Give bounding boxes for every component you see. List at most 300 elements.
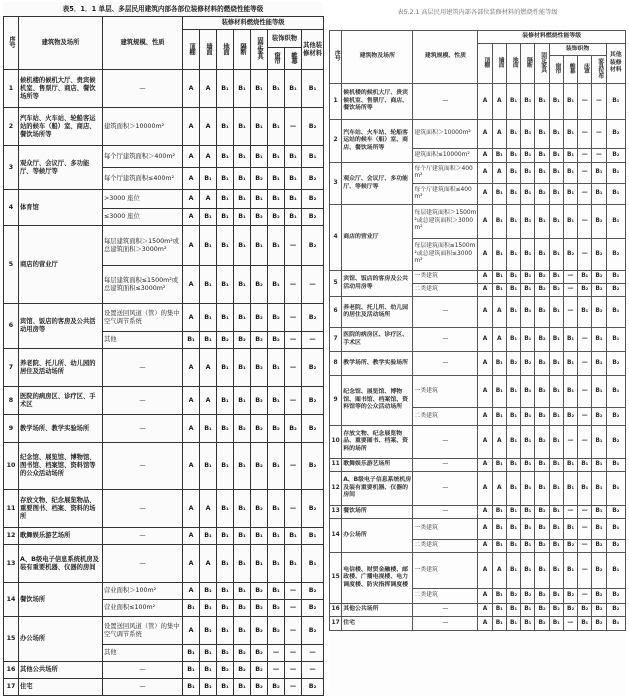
row-place: 住宅 <box>342 617 413 631</box>
rating-cell: B₂ <box>234 662 251 679</box>
rating-cell: B₂ <box>251 443 268 490</box>
right-table <box>329 30 626 631</box>
rating-cell: B₁ <box>606 553 625 589</box>
rating-cell: B₁ <box>200 209 217 226</box>
row-spec: 二类建筑 <box>413 408 478 426</box>
row-spec: 建筑面积≤10000m² <box>413 149 478 163</box>
left-header-place: 建筑物及场所 <box>19 17 103 70</box>
rating-cell: B₁ <box>234 209 251 226</box>
left-header-fabric-col: 窗帘 <box>268 48 285 70</box>
row-place: 其他公共场所 <box>342 604 413 617</box>
rating-cell: B₁ <box>268 266 285 304</box>
table-row <box>330 553 626 589</box>
row-number: 7 <box>4 349 19 387</box>
rating-cell: B₁ <box>592 472 606 506</box>
rating-cell: A <box>478 506 492 519</box>
rating-cell: — <box>285 617 302 645</box>
rating-cell: B₂ <box>535 184 549 205</box>
rating-cell: B₁ <box>492 376 506 408</box>
row-number: 9 <box>330 376 342 426</box>
rating-cell: B₂ <box>535 506 549 519</box>
rating-cell: B₁ <box>234 617 251 645</box>
rating-cell: A <box>478 408 492 426</box>
rating-cell: B₂ <box>549 284 563 297</box>
rating-cell: B₁ <box>492 459 506 472</box>
rating-cell: B₁ <box>285 209 302 226</box>
row-spec: — <box>413 506 478 519</box>
table-row <box>330 459 626 472</box>
left-header-col: 墙面 <box>200 30 217 70</box>
rating-cell: B₁ <box>217 349 234 387</box>
rating-cell: B₁ <box>506 617 520 631</box>
rating-cell: B₁ <box>234 545 251 583</box>
rating-cell: — <box>578 205 592 239</box>
rating-cell: A <box>478 459 492 472</box>
row-spec: 二类建筑 <box>413 540 478 553</box>
left-header-no: 序号 <box>4 17 19 70</box>
rating-cell: B₂ <box>302 168 324 190</box>
rating-cell: B₁ <box>521 271 535 284</box>
table-row <box>330 376 626 408</box>
rating-cell: B₁ <box>268 443 285 490</box>
rating-cell: B₁ <box>217 387 234 415</box>
rating-cell: B₁ <box>506 84 520 120</box>
rating-cell: B₁ <box>200 662 217 679</box>
rating-cell: — <box>302 662 324 679</box>
rating-cell: B₁ <box>285 190 302 209</box>
row-spec: ≤3000 座位 <box>103 209 183 226</box>
rating-cell: B₁ <box>285 528 302 545</box>
rating-cell: B₁ <box>217 490 234 528</box>
rating-cell: — <box>285 349 302 387</box>
rating-cell: B₂ <box>535 328 549 352</box>
table-row <box>330 297 626 328</box>
rating-cell: B₁ <box>234 226 251 266</box>
rating-cell: A <box>478 84 492 120</box>
rating-cell: B₁ <box>521 205 535 239</box>
rating-cell: A <box>200 490 217 528</box>
rating-cell: B₁ <box>268 226 285 266</box>
rating-cell: B₁ <box>549 617 563 631</box>
row-spec: — <box>103 415 183 443</box>
rating-cell: B₁ <box>217 600 234 617</box>
rating-cell: B₁ <box>506 459 520 472</box>
rating-cell: B₂ <box>535 540 549 553</box>
rating-cell: A <box>183 617 200 645</box>
row-spec: 二类建筑 <box>413 589 478 604</box>
rating-cell: B₁ <box>521 284 535 297</box>
row-place: 歌舞娱乐游艺场所 <box>19 528 103 545</box>
rating-cell: — <box>578 163 592 184</box>
row-number: 13 <box>4 545 19 583</box>
row-place: A、B级电子信息系统机房及装有重要机器、仪器的房间 <box>19 545 103 583</box>
rating-cell: A <box>492 84 506 120</box>
rating-cell: — <box>592 149 606 163</box>
rating-cell: B₂ <box>234 645 251 662</box>
rating-cell: B₁ <box>535 472 549 506</box>
rating-cell: — <box>268 645 285 662</box>
right-header-col: 顶棚 <box>478 44 492 84</box>
rating-cell: B₁ <box>200 679 217 696</box>
rating-cell: B₁ <box>578 271 592 284</box>
rating-cell: B₁ <box>492 239 506 271</box>
rating-cell: B₁ <box>549 352 563 376</box>
table-row <box>4 146 324 168</box>
rating-cell: B₂ <box>535 271 549 284</box>
row-number: 14 <box>330 519 342 553</box>
rating-cell: B₁ <box>521 84 535 120</box>
rating-cell: B₁ <box>563 205 577 239</box>
rating-cell: B₁ <box>268 70 285 108</box>
rating-cell: A <box>478 352 492 376</box>
rating-cell: B₁ <box>549 239 563 271</box>
rating-cell: B₁ <box>563 352 577 376</box>
rating-cell: B₂ <box>606 239 625 271</box>
rating-cell: A <box>492 426 506 459</box>
rating-cell: B₁ <box>506 184 520 205</box>
row-place: 餐饮场所 <box>19 583 103 617</box>
row-spec: — <box>413 617 478 631</box>
rating-cell: A <box>492 297 506 328</box>
rating-cell: A <box>183 349 200 387</box>
rating-cell: B₁ <box>506 284 520 297</box>
table-row <box>330 426 626 459</box>
rating-cell: B₁ <box>217 226 234 266</box>
rating-cell: A <box>478 184 492 205</box>
rating-cell: B₁ <box>606 163 625 184</box>
table-row <box>330 604 626 617</box>
rating-cell: B₂ <box>549 604 563 617</box>
rating-cell: B₂ <box>592 604 606 617</box>
rating-cell: B₁ <box>200 645 217 662</box>
rating-cell: B₁ <box>506 163 520 184</box>
rating-cell: B₁ <box>268 583 285 600</box>
rating-cell: — <box>285 332 302 349</box>
rating-cell: B₂ <box>302 415 324 443</box>
row-spec: 每个厅建筑面积≤400m² <box>103 168 183 190</box>
rating-cell: B₁ <box>549 163 563 184</box>
left-header-fabric: 装饰织物 <box>268 30 302 48</box>
rating-cell: B₁ <box>592 376 606 408</box>
rating-cell: B₁ <box>578 459 592 472</box>
rating-cell: A <box>478 426 492 459</box>
rating-cell: B₁ <box>268 168 285 190</box>
table-row <box>4 349 324 387</box>
table-row <box>4 583 324 600</box>
table-row <box>4 226 324 266</box>
table-row <box>4 662 324 679</box>
rating-cell: B₁ <box>606 205 625 239</box>
rating-cell: B₁ <box>234 168 251 190</box>
rating-cell: B₁ <box>285 70 302 108</box>
row-spec: 其他 <box>103 645 183 662</box>
rating-cell: B₁ <box>200 600 217 617</box>
rating-cell: B₁ <box>200 168 217 190</box>
table-row <box>330 271 626 284</box>
rating-cell: B₂ <box>234 332 251 349</box>
table-row <box>4 387 324 415</box>
row-spec: — <box>103 70 183 108</box>
row-number: 10 <box>330 426 342 459</box>
rating-cell: A <box>200 349 217 387</box>
rating-cell: — <box>578 506 592 519</box>
row-spec: — <box>103 443 183 490</box>
rating-cell: B₂ <box>535 352 549 376</box>
rating-cell: B₂ <box>251 583 268 600</box>
rating-cell: A <box>200 70 217 108</box>
rating-cell: B₁ <box>535 120 549 149</box>
rating-cell: — <box>563 271 577 284</box>
row-place: 汽车站、火车站、轮船客运站的候车（船）室、商店、餐饮场所等 <box>19 108 103 146</box>
rating-cell: B₁ <box>200 332 217 349</box>
rating-cell: B₁ <box>563 120 577 149</box>
rating-cell: B₁ <box>183 662 200 679</box>
row-place: 其他公共场所 <box>19 662 103 679</box>
rating-cell: A <box>478 120 492 149</box>
row-place: 纪念馆、展览馆、博物馆、图书馆、档案馆、资料馆等的公众活动场所 <box>19 443 103 490</box>
rating-cell: A <box>183 70 200 108</box>
rating-cell: A <box>183 583 200 600</box>
rating-cell: B₁ <box>492 284 506 297</box>
rating-cell: B₁ <box>535 239 549 271</box>
rating-cell: B₂ <box>302 226 324 266</box>
row-number: 15 <box>4 617 19 662</box>
rating-cell: A <box>478 540 492 553</box>
rating-cell: B₂ <box>302 108 324 146</box>
row-spec: — <box>103 349 183 387</box>
rating-cell: B₁ <box>251 190 268 209</box>
row-place: 餐饮场所 <box>342 506 413 519</box>
rating-cell: B₁ <box>506 604 520 617</box>
row-place: 观众厅、会议厅、多功能厅、等候厅等 <box>342 163 413 205</box>
rating-cell: B₂ <box>251 349 268 387</box>
rating-cell: B₂ <box>268 332 285 349</box>
rating-cell: B₂ <box>251 490 268 528</box>
rating-cell: — <box>285 304 302 332</box>
row-spec: 一类建筑 <box>413 519 478 540</box>
row-number: 13 <box>330 506 342 519</box>
rating-cell: A <box>478 163 492 184</box>
rating-cell: B₁ <box>549 426 563 459</box>
rating-cell: A <box>183 209 200 226</box>
rating-cell: B₂ <box>251 679 268 696</box>
row-number: 6 <box>330 297 342 328</box>
rating-cell: B₁ <box>549 506 563 519</box>
rating-cell: B₁ <box>217 108 234 146</box>
rating-cell: — <box>578 540 592 553</box>
rating-cell: B₁ <box>606 184 625 205</box>
rating-cell: — <box>285 490 302 528</box>
rating-cell: B₁ <box>302 528 324 545</box>
rating-cell: A <box>478 472 492 506</box>
rating-cell: B₁ <box>521 184 535 205</box>
row-spec: 每层建筑面积＞1500m²或总建筑面积＞3000m² <box>413 205 478 239</box>
row-number: 11 <box>4 490 19 528</box>
rating-cell: B₁ <box>606 376 625 408</box>
rating-cell: B₂ <box>535 604 549 617</box>
row-spec: 一类建筑 <box>413 376 478 408</box>
row-place: 候机楼的候机大厅、贵宾候机室、售票厅、商店、餐饮场所等 <box>342 84 413 120</box>
table-row <box>4 108 324 146</box>
left-header-fabric-col: 帷幕 <box>285 48 302 70</box>
row-number: 2 <box>330 120 342 163</box>
row-number: 15 <box>330 553 342 604</box>
rating-cell: B₂ <box>217 662 234 679</box>
rating-cell: A <box>200 108 217 146</box>
rating-cell: B₁ <box>492 604 506 617</box>
row-place: 纪念馆、展览馆、博物馆、图书馆、档案馆、资料馆等的公众活动场所 <box>342 376 413 426</box>
rating-cell: B₂ <box>535 426 549 459</box>
rating-cell: B₁ <box>200 415 217 443</box>
rating-cell: B₂ <box>535 408 549 426</box>
rating-cell: — <box>268 662 285 679</box>
rating-cell: — <box>578 84 592 120</box>
rating-cell: B₁ <box>506 205 520 239</box>
rating-cell: — <box>285 645 302 662</box>
rating-cell: B₁ <box>549 120 563 149</box>
rating-cell: B₁ <box>592 163 606 184</box>
rating-cell: B₁ <box>549 540 563 553</box>
rating-cell: B₁ <box>506 271 520 284</box>
rating-cell: B₂ <box>302 387 324 415</box>
table-row <box>330 506 626 519</box>
rating-cell: B₁ <box>606 297 625 328</box>
rating-cell: B₁ <box>285 545 302 583</box>
rating-cell: B₂ <box>302 679 324 696</box>
row-number: 14 <box>4 583 19 617</box>
rating-cell: B₂ <box>521 589 535 604</box>
rating-cell: B₁ <box>492 540 506 553</box>
row-number: 3 <box>330 163 342 205</box>
rating-cell: B₁ <box>217 545 234 583</box>
table-row <box>330 163 626 184</box>
rating-cell: B₁ <box>521 617 535 631</box>
table-row <box>4 443 324 490</box>
row-spec: — <box>413 604 478 617</box>
rating-cell: B₁ <box>251 528 268 545</box>
table-row <box>4 304 324 332</box>
rating-cell: B₁ <box>592 519 606 540</box>
table-row <box>330 519 626 540</box>
rating-cell: B₂ <box>251 415 268 443</box>
rating-cell: B₂ <box>302 583 324 600</box>
left-table-caption: 表5．1．1 单层、多层民用建筑内部各部位装修材料的燃烧性能等级 <box>62 5 264 13</box>
rating-cell: A <box>183 168 200 190</box>
rating-cell: B₁ <box>217 583 234 600</box>
row-spec: — <box>413 472 478 506</box>
right-header-fabric-col: 床罩 <box>578 56 592 84</box>
rating-cell: — <box>578 328 592 352</box>
rating-cell: B₁ <box>521 519 535 540</box>
rating-cell: — <box>285 679 302 696</box>
rating-cell: B₁ <box>492 617 506 631</box>
rating-cell: — <box>563 617 577 631</box>
rating-cell: — <box>285 226 302 266</box>
rating-cell: — <box>302 266 324 304</box>
row-place: 商店的营业厅 <box>342 205 413 271</box>
rating-cell: B₁ <box>492 506 506 519</box>
row-place: 教学场所、教学实验场所 <box>342 352 413 376</box>
row-number: 1 <box>4 70 19 108</box>
table-row <box>4 70 324 108</box>
rating-cell: B₂ <box>606 149 625 163</box>
rating-cell: B₂ <box>251 600 268 617</box>
rating-cell: B₁ <box>535 149 549 163</box>
right-header-fabric-col: 窗帘 <box>549 56 563 84</box>
row-number: 3 <box>4 146 19 190</box>
rating-cell: B₂ <box>268 600 285 617</box>
rating-cell: B₁ <box>268 190 285 209</box>
rating-cell: A <box>183 190 200 209</box>
row-spec: — <box>413 426 478 459</box>
rating-cell: B₁ <box>592 328 606 352</box>
rating-cell: B₁ <box>592 184 606 205</box>
rating-cell: B₁ <box>492 205 506 239</box>
rating-cell: B₁ <box>592 426 606 459</box>
rating-cell: B₂ <box>535 589 549 604</box>
rating-cell: B₂ <box>302 490 324 528</box>
rating-cell: B₁ <box>183 679 200 696</box>
rating-cell: — <box>563 506 577 519</box>
rating-cell: B₁ <box>234 70 251 108</box>
rating-cell: B₁ <box>563 149 577 163</box>
rating-cell: — <box>578 426 592 459</box>
rating-cell: A <box>478 284 492 297</box>
rating-cell: B₁ <box>549 205 563 239</box>
row-spec: 每层建筑面积≤1500m²或总建筑面积≤3000m² <box>103 266 183 304</box>
rating-cell: B₁ <box>549 589 563 604</box>
rating-cell: — <box>285 387 302 415</box>
rating-cell: B₂ <box>251 168 268 190</box>
rating-cell: B₁ <box>234 304 251 332</box>
row-number: 9 <box>4 415 19 443</box>
right-header-fabric: 装饰织物 <box>549 44 606 56</box>
rating-cell: B₁ <box>268 146 285 168</box>
rating-cell: B₁ <box>268 387 285 415</box>
rating-cell: B₂ <box>268 209 285 226</box>
rating-cell: — <box>285 662 302 679</box>
rating-cell: B₂ <box>302 617 324 645</box>
rating-cell: B₁ <box>506 408 520 426</box>
rating-cell: B₁ <box>606 328 625 352</box>
rating-cell: B₂ <box>268 415 285 443</box>
rating-cell: B₁ <box>549 472 563 506</box>
row-place: 存放文物、纪念展览物品、重要图书、档案、资料的场所 <box>342 426 413 459</box>
rating-cell: B₁ <box>492 519 506 540</box>
rating-cell: B₂ <box>578 284 592 297</box>
rating-cell: B₂ <box>606 506 625 519</box>
rating-cell: B₁ <box>251 70 268 108</box>
rating-cell: A <box>183 387 200 415</box>
rating-cell: A <box>478 239 492 271</box>
rating-cell: — <box>302 645 324 662</box>
rating-cell: — <box>578 352 592 376</box>
left-header-col: 隔断 <box>234 30 251 70</box>
left-table-panel <box>3 2 323 695</box>
rating-cell: B₁ <box>268 490 285 528</box>
table-row <box>330 120 626 149</box>
rating-cell: B₂ <box>606 540 625 553</box>
row-spec: 设置送回风道（管）的集中空气调节系统 <box>103 617 183 645</box>
right-header-col: 墙面 <box>492 44 506 84</box>
rating-cell: B₂ <box>251 645 268 662</box>
rating-cell: B₂ <box>251 387 268 415</box>
rating-cell: — <box>285 583 302 600</box>
rating-cell: B₁ <box>521 297 535 328</box>
rating-cell: B₂ <box>606 426 625 459</box>
rating-cell: B₁ <box>506 297 520 328</box>
rating-cell: B₁ <box>217 304 234 332</box>
